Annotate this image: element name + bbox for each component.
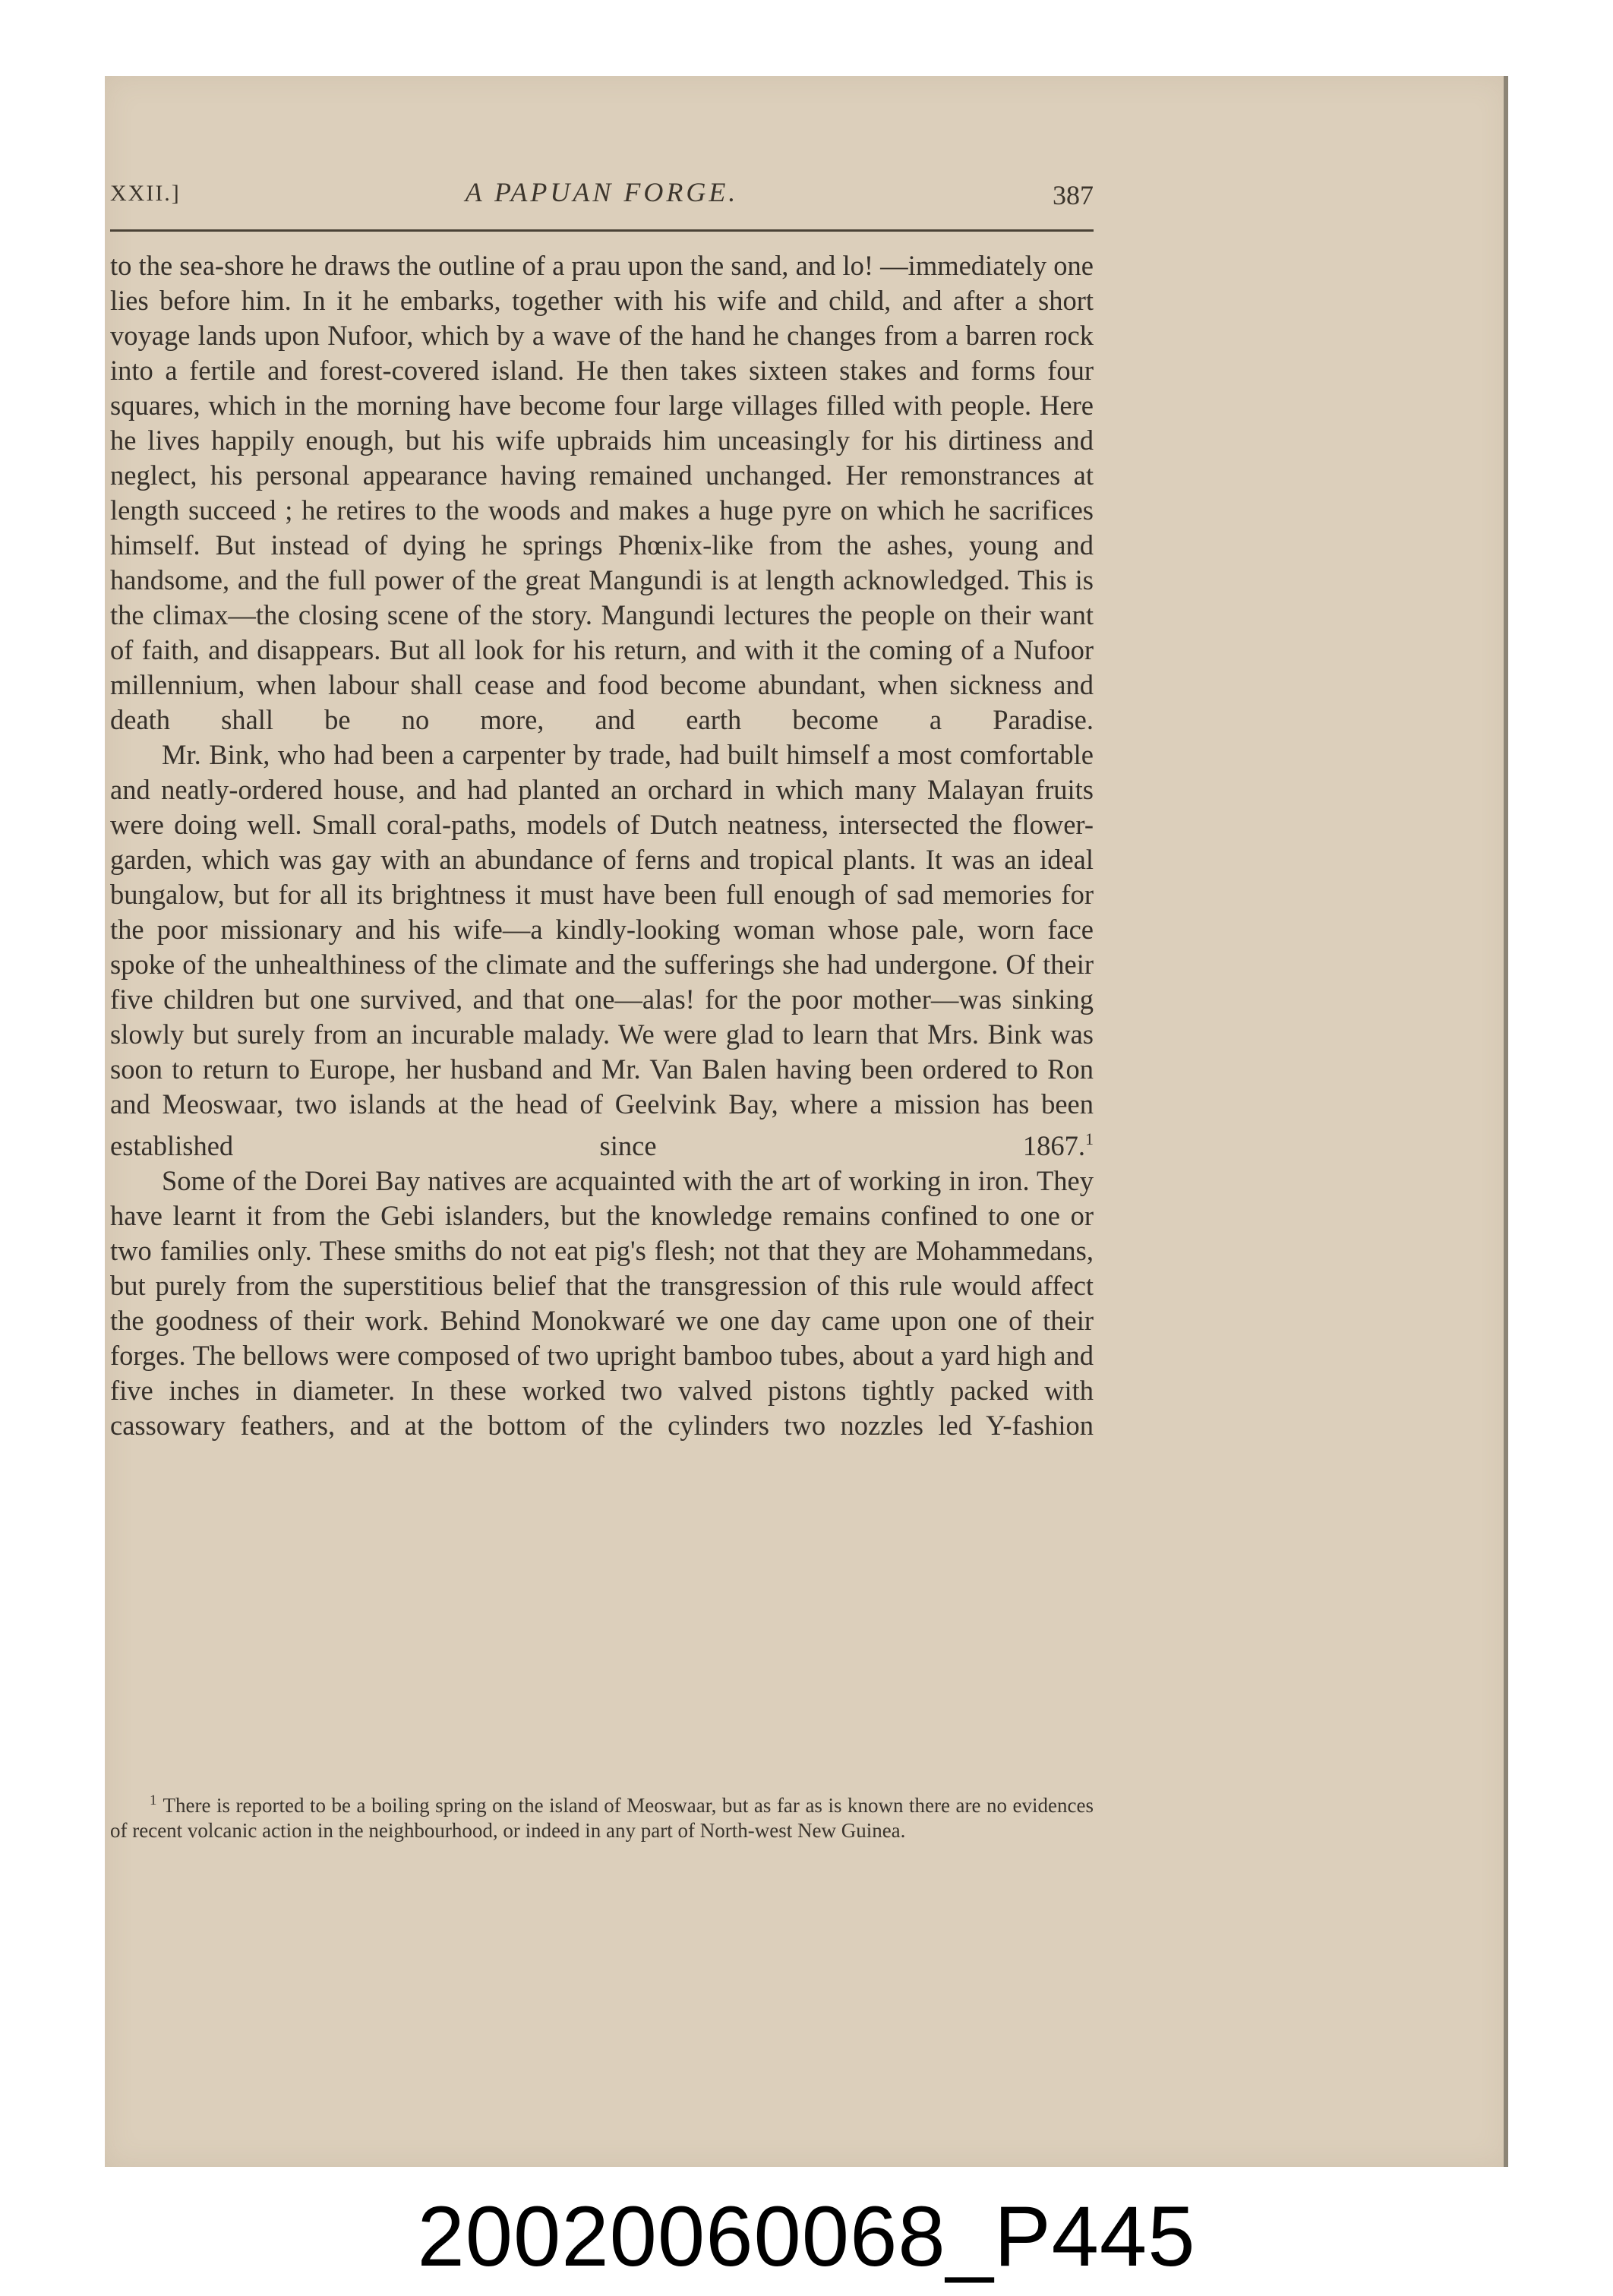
footnote — [110, 1788, 1094, 1843]
header-rule — [110, 229, 1094, 232]
chapter-title: A PAPUAN FORGE. — [465, 177, 739, 207]
paragraph-1-text: to the sea-shore he draws the outline of a prau upon the sand, and lo! —immediately one lies before him. In it he embarks, together with his wife and child, and after a short voyage lands upon Nufoor, which by a wave of the hand he changes from a barren rock into a fertile and forest-covered island. He then takes sixteen stakes and forms four squares, which in the morning have become four large villages filled with people. Here he lives happily enough, but his wife upbraids him unceasingly for his dirtiness and neglect, his personal appearance having remained unchanged. Her remonstrances at length succeed ; he retires to the woods and makes a huge pyre on which he sacrifices himself. But instead of dying he springs Phœnix-like from the ashes, young and handsome, and the full power of the great Mangundi is at length acknowledged. This is the climax—the closing scene of the story. Mangundi lectures the people on their want of faith, and disappears. But all look for his return, and with it the coming of a Nufoor millennium, when labour shall cease and food become abundant, when sickness and death shall be no more, and earth become a Paradise. — [110, 250, 1094, 735]
paragraph-1 — [110, 248, 1094, 737]
paragraph-2 — [110, 737, 1094, 1164]
page-number: 387 — [1053, 180, 1094, 210]
running-head — [110, 175, 1094, 220]
paragraph-3-text: Some of the Dorei Bay natives are acquainted with the art of working in iron. They have learnt it from the Gebi islanders, but the knowledge remains confined to one or two families only. These smiths do not eat pig's flesh; not that they are Mohammedans, but purely from the superstitious belief that the transgression of this rule would affect the goodness of their work. Behind Monokwaré we one day came upon one of their forges. The bellows were composed of two upright bamboo tubes, about a yard high and five inches in diameter. In these worked two valved pistons tightly packed with cassowary feathers, and at the bottom of the cylinders two nozzles led Y-fashion — [110, 1165, 1094, 1441]
body-text — [110, 248, 1094, 1443]
paragraph-3 — [110, 1164, 1094, 1443]
chapter-number: XXII.] — [110, 181, 181, 206]
footnote-reference: 1 — [1085, 1129, 1094, 1148]
footnote-text: There is reported to be a boiling spring on the island of Meoswaar, but as far as is known there are no evidences of recent volcanic action in the neighbourhood, or indeed in any part of North-west New Guinea. — [110, 1794, 1094, 1842]
footnote-marker: 1 — [150, 1792, 157, 1808]
paragraph-2-text: Mr. Bink, who had been a carpenter by trade, had built himself a most comfortable and neatly-ordered house, and had planted an orchard in which many Malayan fruits were doing well. Small coral-paths, models of Dutch neatness, intersected the flower-garden, which was gay with an abundance of ferns and tropical plants. It was an ideal bungalow, but for all its brightness it must have been full enough of sad memories for the poor missionary and his wife—a kindly-looking woman whose pale, worn face spoke of the unhealthiness of the climate and the sufferings she had undergone. Of their five children but one survived, and that one—alas! for the poor mother—was sinking slowly but surely from an incurable malady. We were glad to learn that Mrs. Bink was soon to return to Europe, her husband and Mr. Van Balen having been ordered to Ron and Meoswaar, two islands at the head of Geelvink Bay, where a mission has been established since 1867. — [110, 739, 1094, 1161]
image-id-label: 20020060068_P445 — [417, 2189, 1196, 2284]
